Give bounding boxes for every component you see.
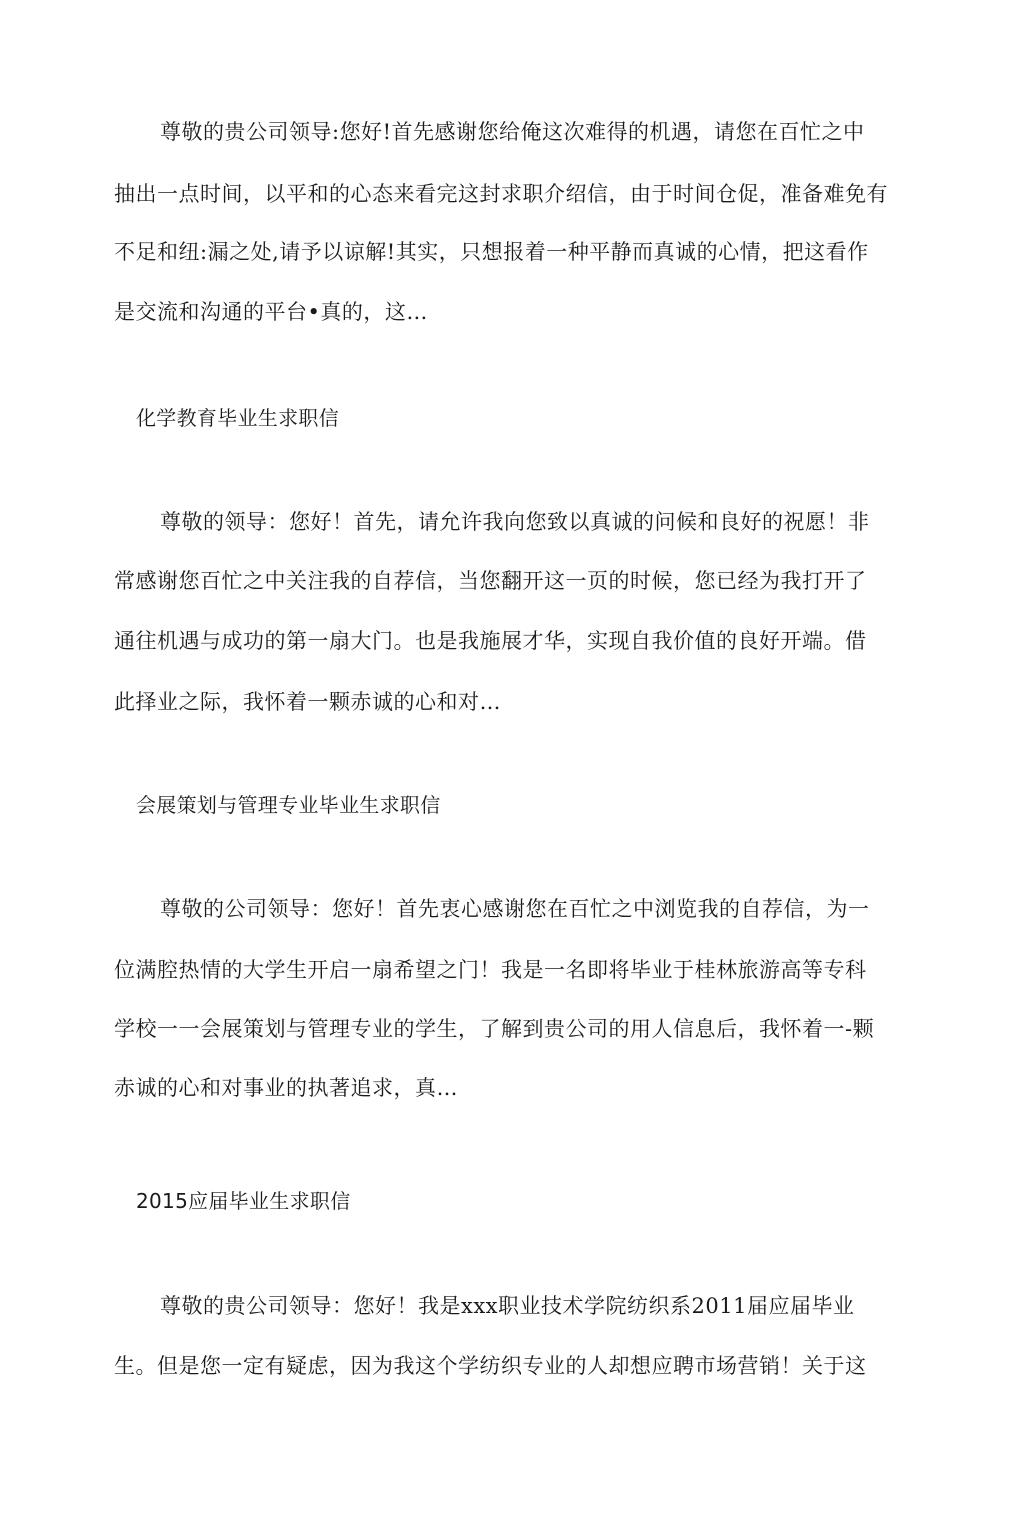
- section-heading: 会展策划与管理专业毕业生求职信: [136, 793, 441, 817]
- paragraph-line: 尊敬的贵公司领导:您好!首先感谢您给俺这次难得的机遇，请您在百忙之中: [160, 120, 865, 144]
- paragraph-line: 生。但是您一定有疑虑，因为我这个学纺织专业的人却想应聘市场营销！关于这: [114, 1354, 867, 1378]
- paragraph-line: 赤诚的心和对事业的执著追求，真…: [114, 1076, 458, 1100]
- paragraph-line: 常感谢您百忙之中关注我的自荐信，当您翻开这一页的时候，您已经为我打开了: [114, 569, 867, 593]
- paragraph-line: 尊敬的公司领导：您好！首先衷心感谢您在百忙之中浏览我的自荐信，为一: [160, 897, 870, 921]
- paragraph-line: 此择业之际，我怀着一颗赤诚的心和对…: [114, 690, 501, 714]
- paragraph-line: 学校一一会展策划与管理专业的学生，了解到贵公司的用人信息后，我怀着一-颗: [114, 1017, 875, 1041]
- section-heading: 化学教育毕业生求职信: [136, 406, 339, 430]
- paragraph-line: 不足和纽:漏之处,请予以谅解!其实，只想报着一种平静而真诚的心情，把这看作: [114, 240, 869, 264]
- paragraph-line: 通往机遇与成功的第一扇大门。也是我施展才华，实现自我价值的良好开端。借: [114, 629, 867, 653]
- paragraph-line: 抽出一点时间，以平和的心态来看完这封求职介绍信，由于时间仓促，准备难免有: [114, 182, 888, 206]
- section-heading: 2015应届毕业生求职信: [136, 1189, 351, 1213]
- paragraph-line: 位满腔热情的大学生开启一扇希望之门！我是一名即将毕业于桂林旅游高等专科: [114, 958, 867, 982]
- paragraph-line: 尊敬的贵公司领导：您好！我是xxx职业技术学院纺织系2011届应届毕业: [160, 1294, 855, 1318]
- paragraph-line: 尊敬的领导：您好！首先，请允许我向您致以真诚的问候和良好的祝愿！非: [160, 510, 870, 534]
- paragraph-line: 是交流和沟通的平台•真的，这…: [114, 300, 428, 324]
